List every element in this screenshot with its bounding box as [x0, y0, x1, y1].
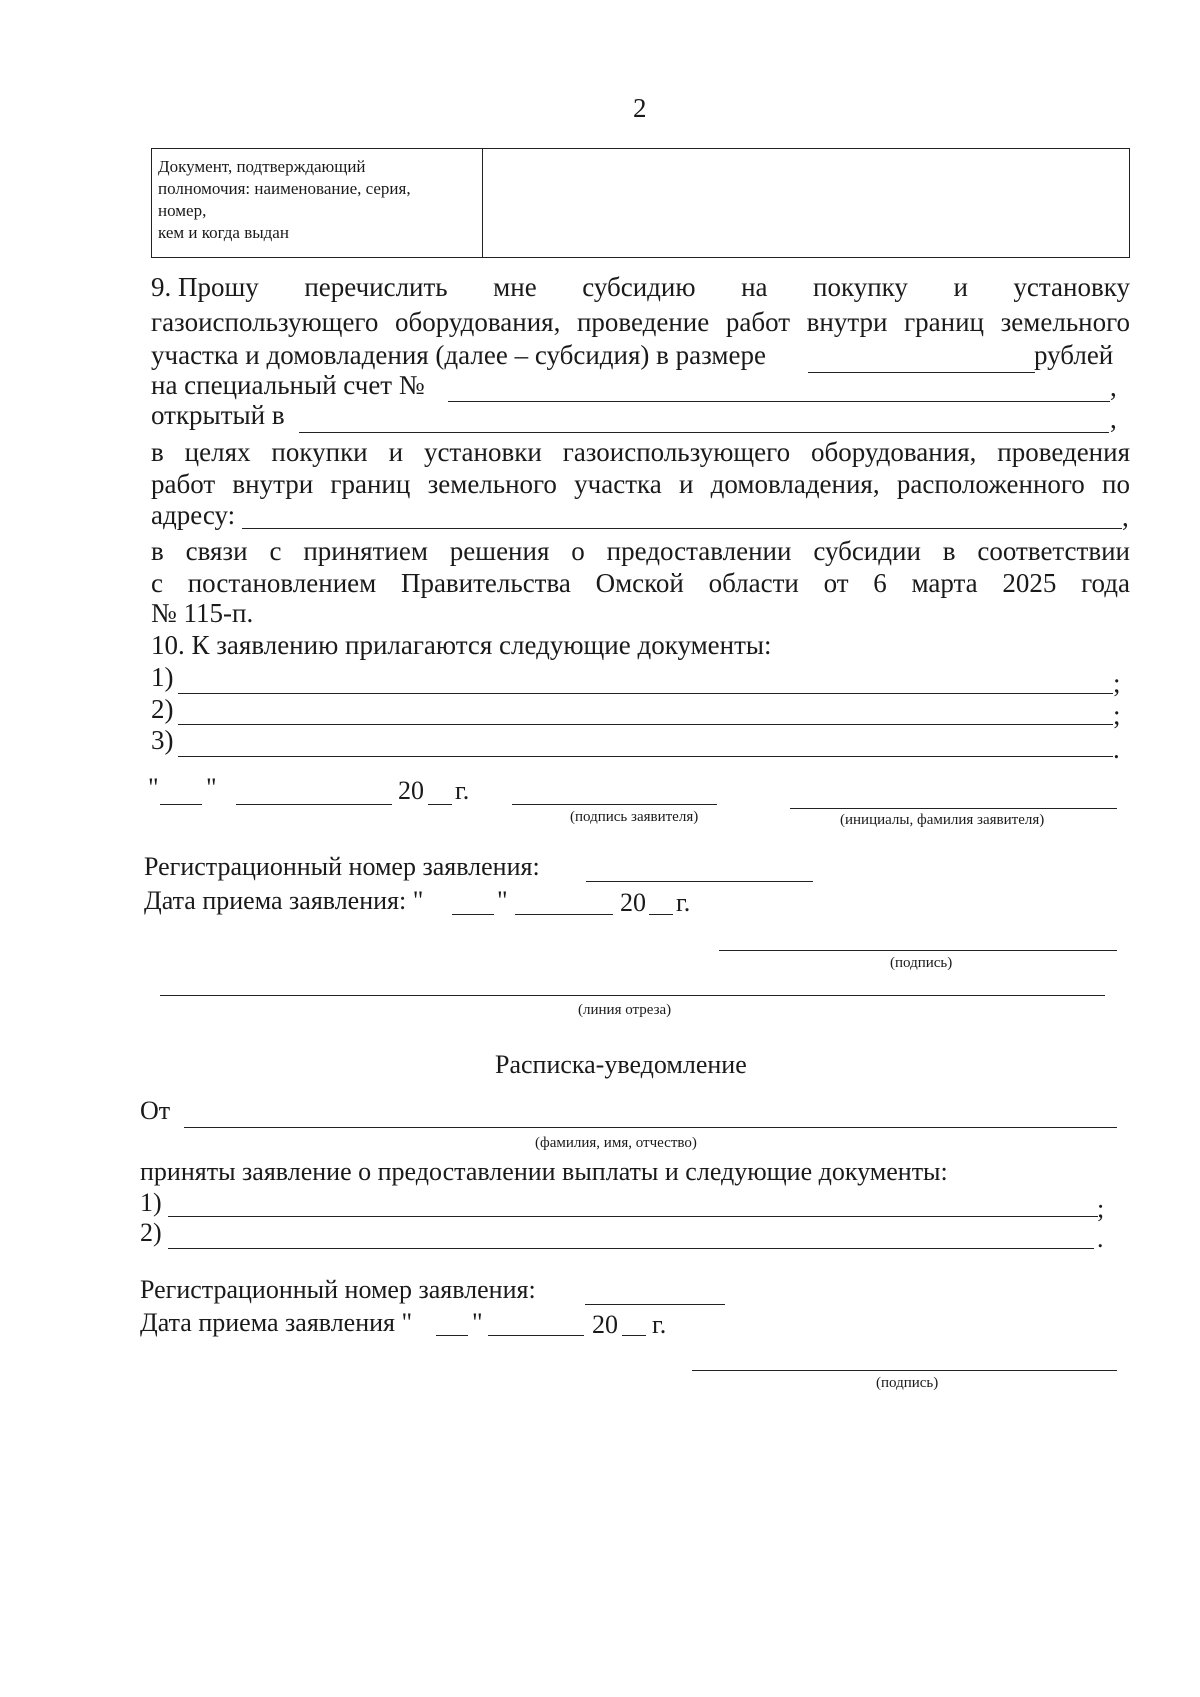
page-number: 2: [633, 93, 647, 123]
receipt-signature-caption: (подпись): [876, 1375, 939, 1391]
attachment-end: ;: [1113, 700, 1121, 730]
reg-month-field[interactable]: [515, 914, 613, 915]
section9-line3-prefix: участка и домовладения (далее – субсидия) в размере: [151, 340, 766, 370]
word: на: [741, 272, 768, 302]
receipt-accepted-text: приняты заявление о предоставлении выплаты и следующие документы:: [140, 1157, 948, 1186]
reg-date-label: Дата приема заявления: ": [144, 886, 424, 915]
special-account-field[interactable]: [448, 401, 1110, 402]
receipt-year-suffix: г.: [652, 1310, 667, 1339]
attachment-end: ;: [1113, 668, 1121, 698]
section10-heading: 10. К заявлению прилагаются следующие документы:: [151, 630, 772, 660]
section9-line1: [151, 272, 1130, 302]
applicant-name-field[interactable]: [790, 808, 1117, 809]
address-field[interactable]: [242, 528, 1122, 529]
receipt-item-end: ;: [1097, 1194, 1105, 1223]
section9-line5-prefix: открытый в: [151, 400, 285, 430]
section9-line4-prefix: на специальный счет №: [151, 370, 425, 400]
month-field[interactable]: [236, 804, 392, 805]
attachment-number: 1): [151, 662, 174, 692]
authority-label-line: Документ, подтверждающий: [158, 157, 366, 176]
receipt-item-number: 2): [140, 1218, 162, 1247]
bank-field[interactable]: [299, 432, 1109, 433]
receipt-year-prefix: 20: [592, 1310, 618, 1339]
receipt-month-field[interactable]: [488, 1335, 584, 1336]
section9-line8-prefix: адресу:: [151, 500, 236, 530]
signature-caption: (подпись заявителя): [570, 809, 699, 825]
year-field[interactable]: [428, 804, 452, 805]
applicant-signature-field[interactable]: [512, 804, 717, 805]
reg-signature-caption: (подпись): [890, 955, 953, 971]
receipt-item-end: .: [1097, 1224, 1104, 1253]
cut-line: [160, 995, 1105, 996]
receipt-from-field[interactable]: [184, 1127, 1117, 1128]
year-prefix: 20: [398, 776, 424, 805]
subsidy-amount-field[interactable]: [808, 372, 1035, 373]
receipt-from-caption: (фамилия, имя, отчество): [535, 1135, 697, 1151]
authority-label-line: номер,: [158, 201, 207, 220]
section9-line6: в целях покупки и установки газоиспользующего оборудования, проведения: [151, 437, 1130, 467]
word: мне: [493, 272, 537, 302]
reg-date-mid: ": [497, 886, 508, 915]
table-divider: [482, 149, 483, 257]
receipt-title: Расписка-уведомление: [495, 1050, 747, 1079]
section9-line9: в связи с принятием решения о предоставлении субсидии в соответствии: [151, 536, 1130, 566]
word: субсидию: [582, 272, 696, 302]
word: перечислить: [304, 272, 448, 302]
attachment-field-2[interactable]: [178, 724, 1113, 725]
receipt-signature-field[interactable]: [692, 1370, 1117, 1371]
date-quote-open: ": [148, 773, 159, 802]
authority-document-label: [158, 156, 411, 244]
reg-number-label: Регистрационный номер заявления:: [144, 852, 540, 881]
attachment-field-3[interactable]: [178, 756, 1113, 757]
section9-line7: работ внутри границ земельного участка и домовладения, расположенного по: [151, 469, 1130, 499]
receipt-reg-number-field[interactable]: [585, 1304, 725, 1305]
receipt-item-number: 1): [140, 1188, 162, 1217]
section9-line4-suffix: ,: [1110, 372, 1117, 402]
receipt-date-mid: ": [472, 1308, 483, 1337]
attachment-number: 2): [151, 694, 174, 724]
day-field[interactable]: [160, 804, 202, 805]
attachment-number: 3): [151, 725, 174, 755]
reg-year-prefix: 20: [620, 888, 646, 917]
receipt-date-label: Дата приема заявления ": [140, 1308, 413, 1337]
section9-line3-suffix: рублей: [1034, 340, 1114, 370]
cut-line-caption: (линия отреза): [578, 1002, 672, 1018]
receipt-item-field-1[interactable]: [168, 1216, 1098, 1217]
reg-day-field[interactable]: [452, 914, 494, 915]
receipt-year-field[interactable]: [622, 1335, 646, 1336]
receipt-item-field-2[interactable]: [168, 1248, 1094, 1249]
reg-year-field[interactable]: [649, 914, 673, 915]
word: установку: [1013, 272, 1130, 302]
section9-line8-suffix: ,: [1122, 502, 1129, 532]
year-suffix: г.: [455, 776, 470, 805]
reg-number-field[interactable]: [586, 881, 813, 882]
reg-signature-field[interactable]: [719, 950, 1117, 951]
word: 9. Прошу: [151, 272, 259, 302]
receipt-reg-number-label: Регистрационный номер заявления:: [140, 1275, 536, 1304]
section9-line11: № 115-п.: [151, 598, 254, 628]
attachment-field-1[interactable]: [178, 693, 1113, 694]
receipt-from-label: От: [140, 1096, 171, 1125]
section9-line5-suffix: ,: [1110, 404, 1117, 434]
section9-line2: газоиспользующего оборудования, проведение работ внутри границ земельного: [151, 307, 1130, 337]
receipt-day-field[interactable]: [436, 1335, 468, 1336]
authority-document-table: [151, 148, 1130, 258]
section9-line10: с постановлением Правительства Омской области от 6 марта 2025 года: [151, 568, 1130, 598]
attachment-end: .: [1113, 734, 1120, 764]
word: покупку: [813, 272, 908, 302]
authority-label-line: кем и когда выдан: [158, 223, 289, 242]
date-quote-close: ": [206, 773, 217, 802]
reg-year-suffix: г.: [676, 888, 691, 917]
word: и: [953, 272, 968, 302]
name-caption: (инициалы, фамилия заявителя): [840, 812, 1045, 828]
authority-label-line: полномочия: наименование, серия,: [158, 179, 411, 198]
